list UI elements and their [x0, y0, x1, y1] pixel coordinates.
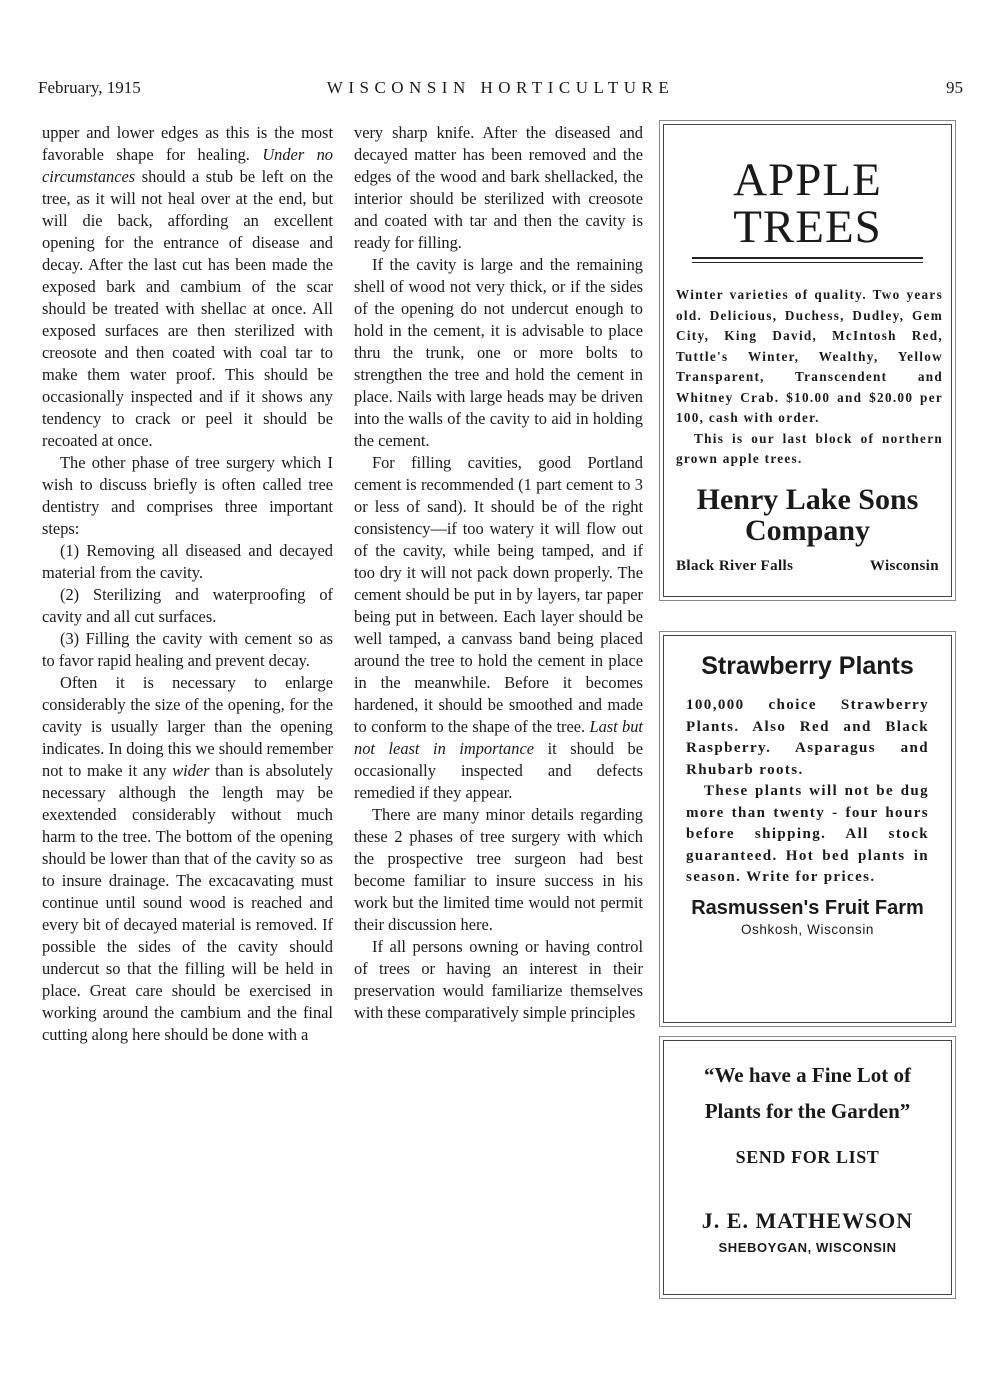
- paragraph: very sharp knife. After the diseased and decayed matter has been removed and the edges of the wood and bark shellacked, the interior should be sterilized with creosote and coated with tar and then the cavity is ready for filling.: [354, 123, 643, 252]
- page-number: 95: [946, 78, 963, 97]
- ad-headline: APPLE TREES: [733, 154, 882, 253]
- ad-body: 100,000 choice Strawberry Plants. Also Red and Black Raspberry. Asparagus and Rhubarb roots. These plants will not be dug more than twenty - four hours before shipping. All stock guaranteed. Hot bed plants in season. Write for prices.: [686, 697, 929, 885]
- emphasis: Last but not least in importance: [354, 717, 643, 758]
- advertiser-location: SHEBOYGAN, WISCONSIN: [718, 1240, 897, 1255]
- issue-date: February, 1915: [38, 78, 141, 97]
- company-name: Henry Lake Sons Company: [696, 482, 919, 547]
- paragraph: If the cavity is large and the remaining shell of wood not very thick, or if the sides of the opening do not undercut enough to hold in the cement, it is advisable to place thru the trunk, one or more bolts to strengthen the tree and hold the cement in place. Nails with large heads may be driven into the walls of the cavity to aid in holding the cement.: [354, 255, 643, 450]
- farm-name: Rasmussen's Fruit Farm: [691, 896, 924, 919]
- article-column-1: [42, 122, 333, 1046]
- journal-title: WISCONSIN HORTICULTURE: [326, 78, 675, 97]
- paragraph: The other phase of tree surgery which I wish to discuss briefly is often called tree dentistry and comprises three important steps:: [42, 453, 333, 538]
- paragraph: If all persons owning or having control of trees or having an interest in their preservation would familiarize themselves with these comparatively simple principles: [354, 937, 643, 1022]
- step-1: (1) Removing all diseased and decayed material from the cavity.: [42, 541, 333, 582]
- advertiser-name: J. E. MATHEWSON: [701, 1208, 914, 1233]
- strawberry-plants-ad: [663, 635, 952, 1023]
- headline-rule: [692, 257, 923, 263]
- article-column-2: [354, 122, 643, 1024]
- ad-body: Winter varieties of quality. Two years old. Delicious, Duchess, Dudley, Gem City, King David, McIntosh Red, Tuttle's Winter, Wealthy, Yellow Transparent, Transcendent and Whitney Crab. $10.00 and $20.00 per 100, cash with order. This is our last block of northern grown apple trees.: [676, 287, 943, 466]
- ad-quote: “We have a Fine Lot of Plants for the Garden”: [703, 1063, 912, 1123]
- city: Black River Falls: [676, 557, 794, 574]
- paragraph: Often it is necessary to enlarge considerably the size of the opening, for the cavity is usually larger than the opening indicates. In doing this we should remember not to make it any wider than is absolutely necessary although the length may be exextended considerably without much harm to the tree. The bottom of the opening should be lower than that of the cavity so as to insure drainage. The excacavating must continue until sound wood is reached and every bit of decayed material is removed. If possible the sides of the cavity should undercut so that the filling will be held in place. Great care should be exercised in working around the cambium and the final cutting along here should be done with a: [42, 673, 333, 1044]
- apple-trees-ad: [663, 124, 952, 597]
- state: Wisconsin: [869, 557, 939, 574]
- paragraph: There are many minor details regarding these 2 phases of tree surgery with which the prospective tree surgeon had best become familiar to insure success in his work but the limited time would not permit their discussion here.: [354, 805, 643, 934]
- running-header: [38, 78, 963, 102]
- step-3: (3) Filling the cavity with cement so as to favor rapid healing and prevent decay.: [42, 629, 333, 670]
- step-2: (2) Sterilizing and waterproofing of cavity and all cut surfaces.: [42, 585, 333, 626]
- company-address: [676, 558, 939, 580]
- farm-location: Oshkosh, Wisconsin: [740, 921, 875, 937]
- mathewson-ad: [663, 1040, 952, 1295]
- call-to-action: SEND FOR LIST: [735, 1147, 880, 1167]
- paragraph: upper and lower edges as this is the most favorable shape for healing. Under no circumstances should a stub be left on the tree, as it will not heal over at the end, but will die back, affording an excellent opening for the entrance of disease and decay. After the last cut has been made the exposed bark and cambium of the scar should be treated with shellac at once. All exposed surfaces are then sterilized with creosote and then coated with coal tar to make them water proof. This should be occasionally inspected and if it shows any tendency to crack or peel it should be recoated at once.: [42, 123, 333, 450]
- paragraph: For filling cavities, good Portland cement is recommended (1 part cement to 3 or less of sand). It should be of the right consistency—if too watery it will flow out of the cavity, while being tamped, and if too dry it will not pack down properly. The cement should be put in by layers, tar paper being put in between. Each layer should be well tamped, a canvass band being placed around the tree to hold the cement in place in the meanwhile. Before it becomes hardened, it should be smoothed and made to conform to the shape of the tree. Last but not least in importance it should be occasionally inspected and defects remedied if they appear.: [354, 453, 643, 802]
- ad-headline: Strawberry Plants: [701, 652, 914, 680]
- emphasis: wider: [172, 761, 210, 780]
- emphasis: Under no circumstances: [42, 145, 333, 186]
